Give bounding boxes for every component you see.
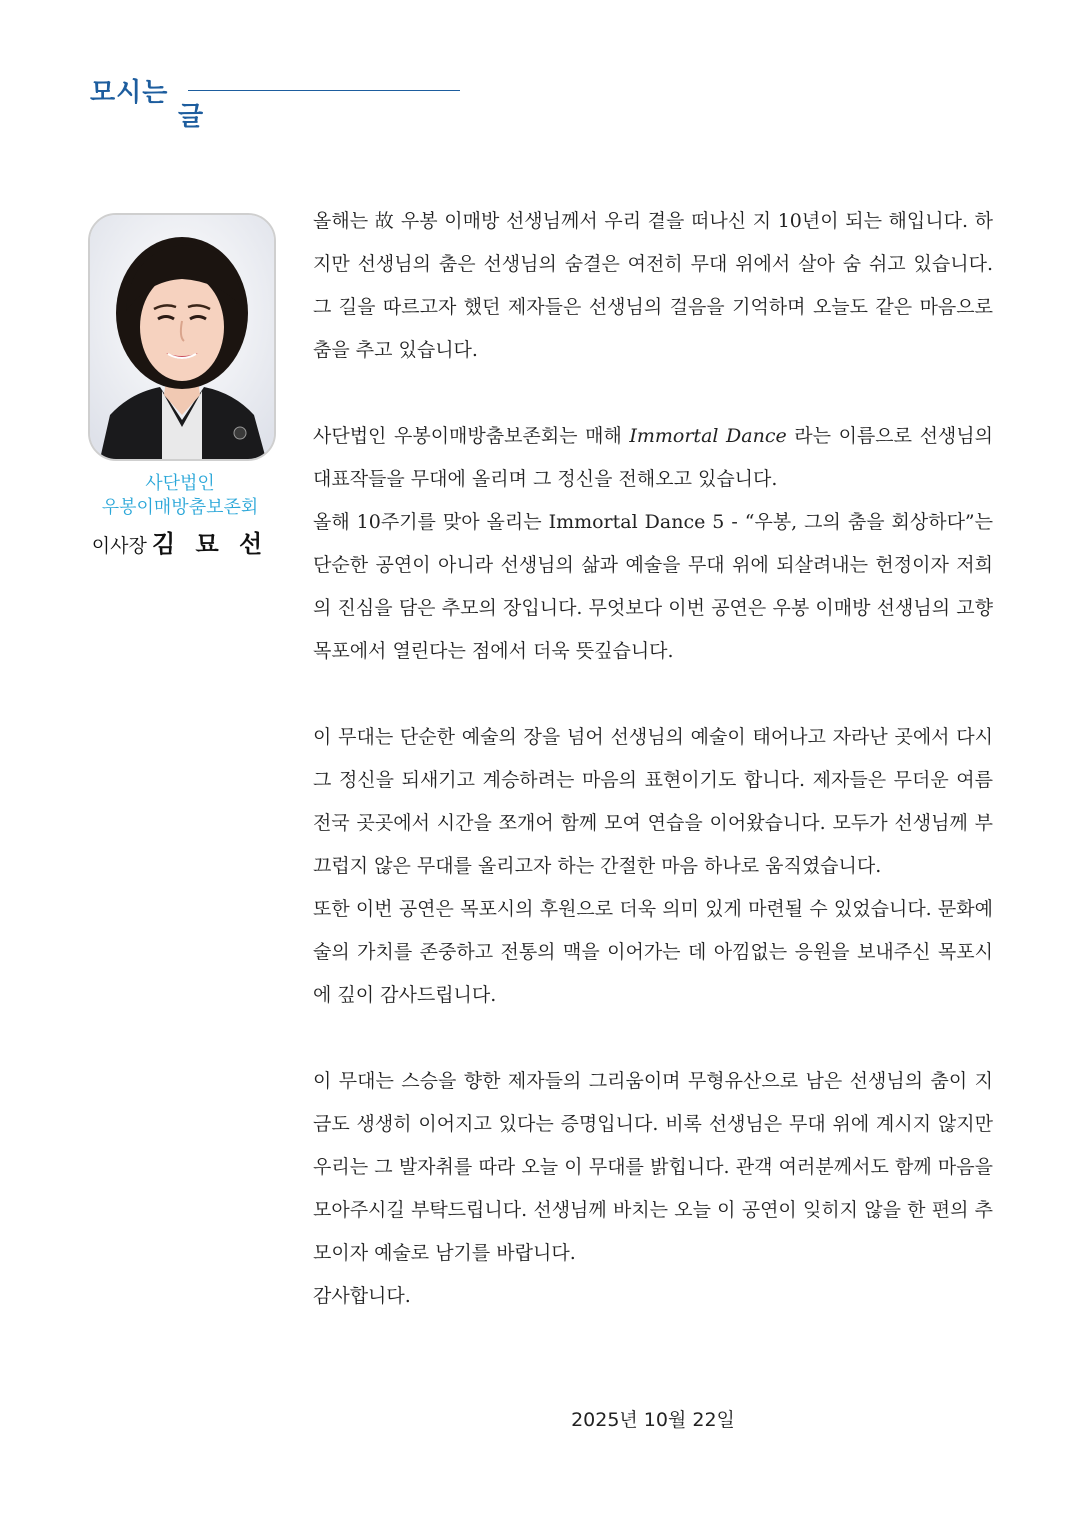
event-name-italic: Immortal Dance [629, 425, 787, 447]
author-photo [88, 213, 276, 461]
closing-thanks: 감사합니다. [313, 1285, 411, 1307]
paragraph-6: 이 무대는 스승을 향한 제자들의 그리움이며 무형유산으로 남은 선생님의 춤이 지금도 생생히 이어지고 있다는 증명입니다. 비록 선생님은 무대 위에 계시지 않지만 우리는 그 발자취를 따라 오늘 이 무대를 밝힙니다. 관객 여러분께서도 함께 마음을 모아주시길 부탁드립니다. 선생님께 바치는 오늘 이 공연이 잊히지 않을 한 편의 추모이자 예술로 남기를 바랍니다. [313, 1070, 993, 1264]
paragraph-5: 또한 이번 공연은 목포시의 후원으로 더욱 의미 있게 마련될 수 있었습니다. 문화예술의 가치를 존중하고 전통의 맥을 이어가는 데 아낌없는 응원을 보내주신 목포시에 깊이 감사드립니다. [313, 898, 993, 1006]
org-name: 우봉이매방춤보존회 [101, 497, 259, 518]
paragraph-1: 올해는 故 우봉 이매방 선생님께서 우리 곁을 떠나신 지 10년이 되는 해입니다. 하지만 선생님의 춤은 선생님의 숨결은 여전히 무대 위에서 살아 숨 쉬고 있습니다. 그 길을 따르고자 했던 제자들은 선생님의 걸음을 기억하며 오늘도 같은 마음으로 춤을 추고 있습니다. [313, 210, 993, 361]
author-signature [78, 524, 282, 559]
org-label: 사단법인 [145, 473, 215, 494]
author-block [78, 472, 282, 559]
letter-date: 2025년 10월 22일 [571, 1409, 735, 1431]
paragraph-2-rest: 라는 이름으로 선생님의 대표작들을 무대에 올리며 그 정신을 전해오고 있습니다. [313, 425, 993, 490]
paragraph-4: 이 무대는 단순한 예술의 장을 넘어 선생님의 예술이 태어나고 자라난 곳에서 다시 그 정신을 되새기고 계승하려는 마음의 표현이기도 합니다. 제자들은 무더운 여름 전국 곳곳에서 시간을 쪼개어 함께 모여 연습을 이어왔습니다. 모두가 선생님께 부끄럽지 않은 무대를 올리고자 하는 간절한 마음 하나로 움직였습니다. [313, 726, 993, 877]
page-header [90, 70, 380, 130]
author-name: 김 묘 선 [151, 530, 269, 558]
title-underline [188, 90, 460, 91]
page-title: 모시는 [90, 78, 169, 108]
author-role: 이사장 [91, 535, 147, 557]
page-title-sub: 글 [178, 102, 204, 132]
paragraph-2-intro: 사단법인 우봉이매방춤보존회는 매해 [313, 425, 630, 447]
letter-body [313, 200, 993, 1318]
paragraph-3: 올해 10주기를 맞아 올리는 Immortal Dance 5 - “우봉, 그의 춤을 회상하다”는 단순한 공연이 아니라 선생님의 삶과 예술을 무대 위에 되살려내는 헌정이자 저희의 진심을 담은 추모의 장입니다. 무엇보다 이번 공연은 우봉 이매방 선생님의 고향 목포에서 열린다는 점에서 더욱 뜻깊습니다. [313, 511, 993, 662]
paragraph-2 [313, 415, 993, 501]
